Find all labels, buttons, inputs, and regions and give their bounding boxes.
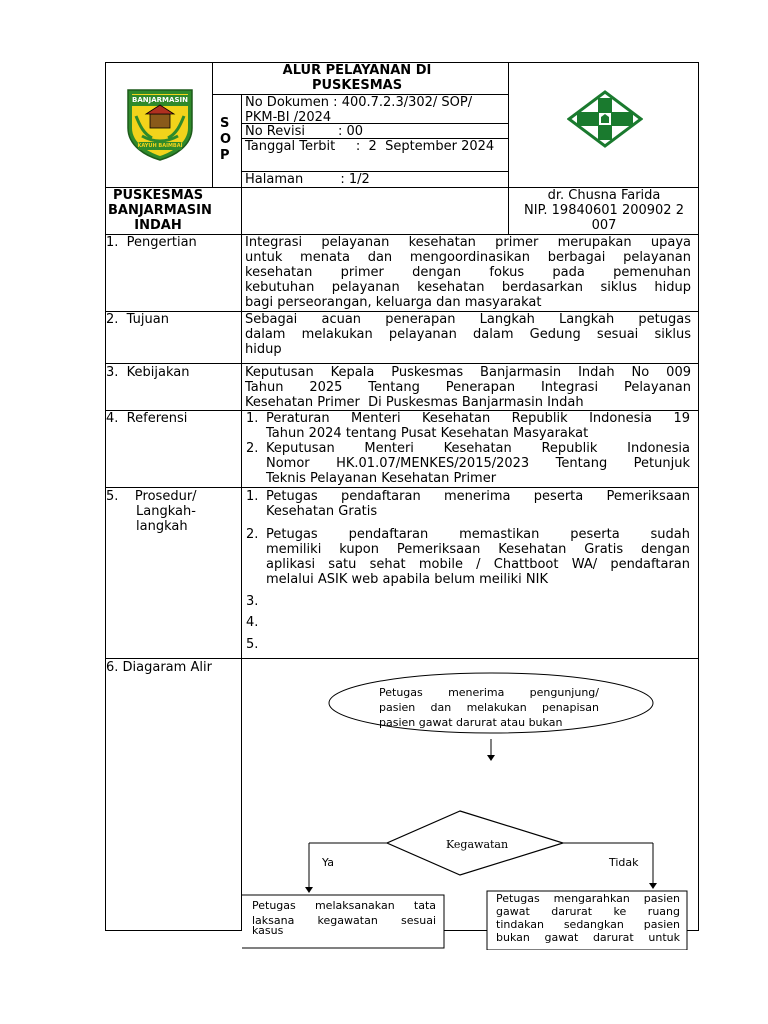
signer-nip: NIP. 19840601 200902 2 007 xyxy=(524,203,684,233)
puskesmas-logo xyxy=(567,90,643,148)
section-label-kebijakan: 3. Kebijakan xyxy=(106,365,190,380)
section-label-tujuan: 2. Tujuan xyxy=(106,312,169,327)
list-number: 1. xyxy=(246,411,259,426)
flow-right-box-line: gawat darurat ke ruang xyxy=(496,905,680,918)
list-number: 1. xyxy=(246,489,259,504)
doc-page: Halaman : 1/2 xyxy=(245,172,370,187)
sop-letter-s: S xyxy=(220,116,230,131)
flow-left-box-line: kasus xyxy=(252,924,284,937)
text-line: Tahun 2024 tentang Pusat Kesehatan Masyarakat xyxy=(266,426,589,441)
text-line: kebutuhan pelayanan kesehatan berdasarkan siklus hidup xyxy=(245,280,691,295)
flowchart xyxy=(242,659,698,950)
sop-letter-p: P xyxy=(220,148,230,163)
text-line: Peraturan Menteri Kesehatan Republik Indonesia 19 xyxy=(266,411,690,426)
grid-line xyxy=(105,363,699,364)
text-line: melalui ASIK web apabila belum meiliki NIK xyxy=(266,572,548,587)
text-line: Sebagai acuan penerapan Langkah Langkah petugas xyxy=(245,312,691,327)
list-number: 4. xyxy=(246,615,259,630)
grid-line xyxy=(105,487,699,488)
text-line: memiliki kupon Pemeriksaan Kesehatan Gratis dengan xyxy=(266,542,690,557)
text-line: bagi perseorangan, keluarga dan masyarakat xyxy=(245,295,542,310)
text-line: Kesehatan Primer Di Puskesmas Banjarmasin Indah xyxy=(245,395,584,410)
list-number: 5. xyxy=(246,637,259,652)
text-line: kesehatan primer dengan fokus pada pemenuhan xyxy=(245,265,691,280)
banjarmasin-logo xyxy=(122,86,198,162)
list-number: 3. xyxy=(246,594,259,609)
text-line: Kesehatan Gratis xyxy=(266,504,378,519)
section-label-pengertian: 1. Pengertian xyxy=(106,235,197,250)
flow-decision-label: Kegawatan xyxy=(446,838,509,851)
list-number: 2. xyxy=(246,441,259,456)
text-line: Petugas pendaftaran memastikan peserta sudah xyxy=(266,527,690,542)
section-label-referensi: 4. Referensi xyxy=(106,411,188,426)
section-label-diagram: 6. Diagaram Alir xyxy=(106,660,212,675)
section-label-prosedur: 5. Prosedur/ xyxy=(106,489,197,504)
flow-right-box-line: bukan gawat darurat untuk xyxy=(496,931,680,944)
org-name: PUSKESMAS BANJARMASIN INDAH xyxy=(108,188,212,233)
text-line: Keputusan Menteri Kesehatan Republik Indonesia xyxy=(266,441,690,456)
sop-letter-o: O xyxy=(220,132,232,147)
section-label-prosedur-3: langkah xyxy=(136,519,188,534)
text-line: hidup xyxy=(245,342,282,357)
text-line: dalam melakukan pelayanan dalam Gedung sesuai siklus xyxy=(245,327,691,342)
flow-right-box-line: tindakan sedangkan pasien xyxy=(496,918,680,931)
flow-start-line: pasien gawat darurat atau bukan xyxy=(379,716,563,729)
logo-text-bottom: KAYUH BAIMBAI xyxy=(137,143,183,149)
text-line: aplikasi satu sehat mobile / Chattboot WA/ pendaftaran xyxy=(266,557,690,572)
flow-no-label: Tidak xyxy=(609,856,639,869)
grid-line xyxy=(508,62,509,235)
document-title: ALUR PELAYANAN DI PUSKESMAS xyxy=(282,63,432,93)
grid-line xyxy=(212,62,213,187)
doc-revision: No Revisi : 00 xyxy=(245,124,364,139)
text-line: Integrasi pelayanan kesehatan primer merupakan upaya xyxy=(245,235,691,250)
logo-text-top: BANJARMASIN xyxy=(132,96,188,104)
text-line: Nomor HK.01.07/MENKES/2015/2023 Tentang Petunjuk xyxy=(266,456,690,471)
text-line: untuk menata dan mengoordinasikan berbagai pelayanan xyxy=(245,250,691,265)
signer-name: dr. Chusna Farida xyxy=(547,188,661,203)
text-line: Petugas pendaftaran menerima peserta Pemeriksaan xyxy=(266,489,690,504)
doc-issue-date: Tanggal Terbit : 2 September 2024 xyxy=(245,139,495,154)
list-number: 2. xyxy=(246,527,259,542)
text-line: Tahun 2025 Tentang Penerapan Integrasi Pelayanan xyxy=(245,380,691,395)
text-line: Teknis Pelayanan Kesehatan Primer xyxy=(266,471,497,486)
flow-start-line: pasien dan melakukan penapisan xyxy=(379,701,599,714)
flow-start-line: Petugas menerima pengunjung/ xyxy=(379,686,599,699)
flow-yes-label: Ya xyxy=(322,856,334,869)
flow-left-box-line: laksana kegawatan sesuai xyxy=(252,914,436,927)
section-label-prosedur-2: Langkah- xyxy=(136,504,196,519)
text-line: Keputusan Kepala Puskesmas Banjarmasin Indah No 009 xyxy=(245,365,691,380)
flow-right-box-line: Petugas mengarahkan pasien xyxy=(496,892,680,905)
doc-number: No Dokumen : 400.7.2.3/302/ SOP/ PKM-BI /2024 xyxy=(245,95,473,125)
flow-left-box-line: Petugas melaksanakan tata xyxy=(252,899,436,912)
